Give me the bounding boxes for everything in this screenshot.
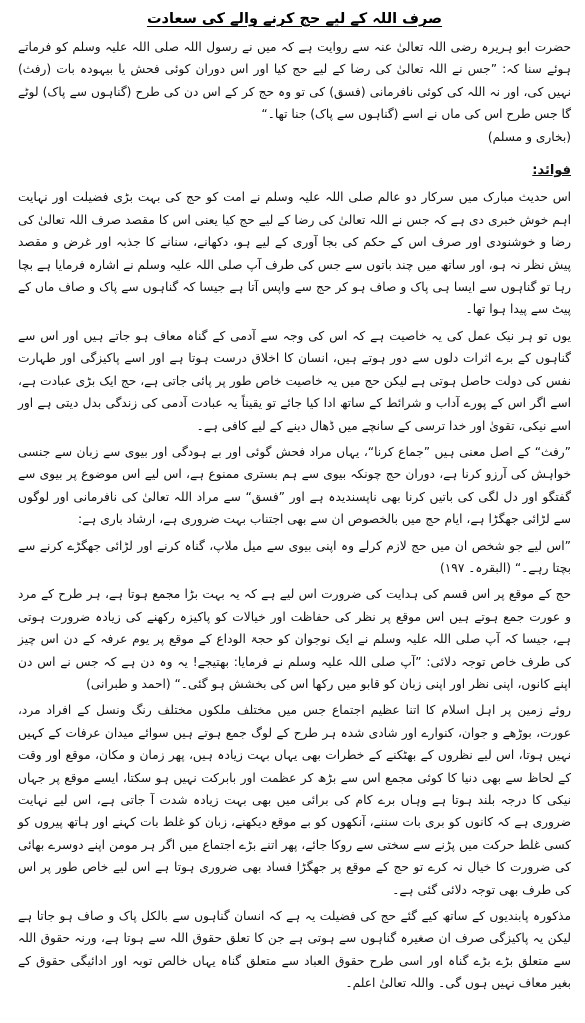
fawaid-heading: فوائد: [532,163,571,179]
paragraph-3: ”رفث“ کے اصل معنی ہیں ”جماع کرنا“، یہاں مراد فحش گوئی اور بے ہودگی اور بیوی سے زبان سے جنسی خواہش کی آرزو کرنا ہے، دوران حج چونکہ بیوی سے ہم بستری ممنوع ہے، اس لیے اس موضوع پر بیوی سے گفتگو اور دل لگی کی باتیں کرنا بھی ناپسندیدہ ہے اور ”فسق“ سے مراد اللہ تعالیٰ کی نافرمانی اور لوگوں سے لڑائی جھگڑا ہے، ایام حج میں بالخصوص ان سے بھی اجتناب بہت ضروری ہے، ارشاد باری ہے: [18,444,571,527]
paragraph-2: یوں تو ہر نیک عمل کی یہ خاصیت ہے کہ اس کی وجہ سے آدمی کے گناہ معاف ہو جاتے ہیں اور اس سے گناہوں کے برے اثرات دلوں سے دور ہوتے ہیں، انسان کا اخلاق درست ہوتا ہے اور اسے پاکیزگی اور طہارت نفس کی دولت حاصل ہوتی ہے لیکن حج میں یہ خاصیت خاص طور پر پائی جاتی ہے، حج ایک بڑی عبادت ہے، اسے اگر اس کے پورے آداب و شرائط کے ساتھ ادا کیا جائے تو یقیناً یہ عبادت آدمی کی زندگی بدل دیتی ہے اور اسے نیکی، تقویٰ اور خدا ترسی کے سانچے میں ڈھال دینے کے لیے کافی ہے۔ [18,328,571,433]
hadith-reference: (بخاری و مسلم) [487,129,571,144]
hadith-text: حضرت ابو ہریرہ رضی اللہ تعالیٰ عنہ سے روایت ہے کہ میں نے رسول اللہ صلی اللہ علیہ وسلم کو فرماتے ہوئے سنا کہ: ”جس نے اللہ تعالیٰ کی رضا کے لیے حج کیا اور اس دوران کوئی فحش یا بیہودہ بات (رفث) نہیں کی، اور نہ اللہ کی کوئی نافرمانی (فسق) کی تو وہ حج کر کے اس دن کی طرح (گناہوں سے پاک) لوٹے گا جس طرح اس کی ماں نے اسے (گناہوں سے پاک) جنا تھا۔“ [18,40,571,122]
paragraph-5: روئے زمین پر اہل اسلام کا اتنا عظیم اجتماع جس میں مختلف ملکوں مختلف رنگ ونسل کے افراد مرد، عورت، بوڑھے و جوان، کنوارے اور شادی شدہ ہر طرح کے لوگ جمع ہوتے ہیں سوائے میدان عرفات کے کہیں نہیں ہوتا، اس لیے نظروں کے بھٹکنے کے خطرات بھی یہاں بہت زیادہ ہیں، پھر زمان و مکان، موقع اور وقت کے لحاظ سے بھی دنیا کا کوئی مجمع اس سے بڑھ کر عظمت اور بابرکت نہیں ہو سکتا، ایسے موقع پر جہاں نیکی کا درجہ بلند ہوتا ہے وہاں برے کام کی برائی میں بھی بہت زیادہ شدت آ جاتی ہے، اس لیے نہایت ضروری ہے کہ کانوں کو بری بات سننے، آنکھوں کو بے موقع دیکھنے، زبان کو غلط بات کہنے اور ہاتھ پیروں کو کسی غلط حرکت میں پڑنے سے سختی سے روکا جائے، پھر اتنے بڑے اجتماع میں اگر ہر مومن اپنے دوسرے بھائی کی ضرورت کا خیال نہ کرے تو حج کے موقع پر جھگڑا فساد بھی ضروری ہوتا ہے اس لیے خاص طور پر اس کی طرف بھی توجہ دلائی گئی ہے۔ [18,703,571,897]
quran-quote: ”اس لیے جو شخص ان میں حج لازم کرلے وہ اپنی بیوی سے میل ملاپ، گناہ کرنے اور لڑائی جھگڑے کرنے سے بچتا رہے۔“ (البقرہ۔ ۱۹۷) [18,538,571,575]
paragraph-6: مذکورہ پابندیوں کے ساتھ کیے گئے حج کی فضیلت یہ ہے کہ انسان گناہوں سے بالکل پاک و صاف ہو جاتا ہے لیکن یہ پاکیزگی صرف ان صغیرہ گناہوں سے ہوتی ہے جن کا تعلق حقوق اللہ سے ہوتا ہے، ورنہ حقوق اللہ سے متعلق بڑے بڑے گناہ اور اسی طرح حقوق العباد سے متعلق گناہ یہاں خالص توبہ اور ادائیگی حقوق کے بغیر معاف نہیں ہوں گی۔ واللہ تعالیٰ اعلم۔ [18,909,571,991]
paragraph-4: حج کے موقع پر اس قسم کی ہدایت کی ضرورت اس لیے ہے کہ یہ بہت بڑا مجمع ہوتا ہے، ہر طرح کے مرد و عورت جمع ہوتے ہیں اس موقع پر نظر کی حفاظت اور خیالات کو پاکیزہ رکھنے کی زیادہ ضرورت ہوتی ہے، جیسا کہ آپ صلی اللہ علیہ وسلم نے ایک نوجوان کو حجۃ الوداع کے موقع پر یوم عرفہ کے دن اس چیز کی طرف خاص توجہ دلائی: ”آپ صلی اللہ علیہ وسلم نے فرمایا: بھتیجے! یہ وہ دن ہے کہ جس نے اس دن اپنے کانوں، اپنی نظر اور اپنی زبان کو قابو میں رکھا اس کی بخشش ہو گئی۔“ (احمد و طبرانی) [18,587,571,691]
page-title-text: صرف اللہ کے لیے حج کرنے والے کی سعادت [146,11,443,27]
paragraph-1: اس حدیث مبارک میں سرکار دو عالم صلی اللہ علیہ وسلم نے امت کو حج کی بہت بڑی فضیلت اور نہایت اہم خوش خبری دی ہے کہ جس نے اللہ تعالیٰ کی رضا کے لیے حج کیا یعنی اس کا مقصد صرف اللہ تعالیٰ کی رضا و خوشنودی اور صرف اس کے حکم کی بجا آوری کے لیے ہو، دکھانے، سنانے کا جذبہ اور غرض و مقصد پیش نظر نہ ہو، اور ساتھ میں چند باتوں سے جس کی طرف آپ صلی اللہ علیہ وسلم نے اشارہ فرمایا ہے بچا رہا تو گناہوں سے ایسا ہی پاک و صاف ہو کر حج سے واپس آتا ہے جیسا کہ گناہوں سے پاک و صاف ماں کے پیٹ سے پیدا ہوا تھا۔ [18,190,571,317]
page-title [18,8,571,30]
